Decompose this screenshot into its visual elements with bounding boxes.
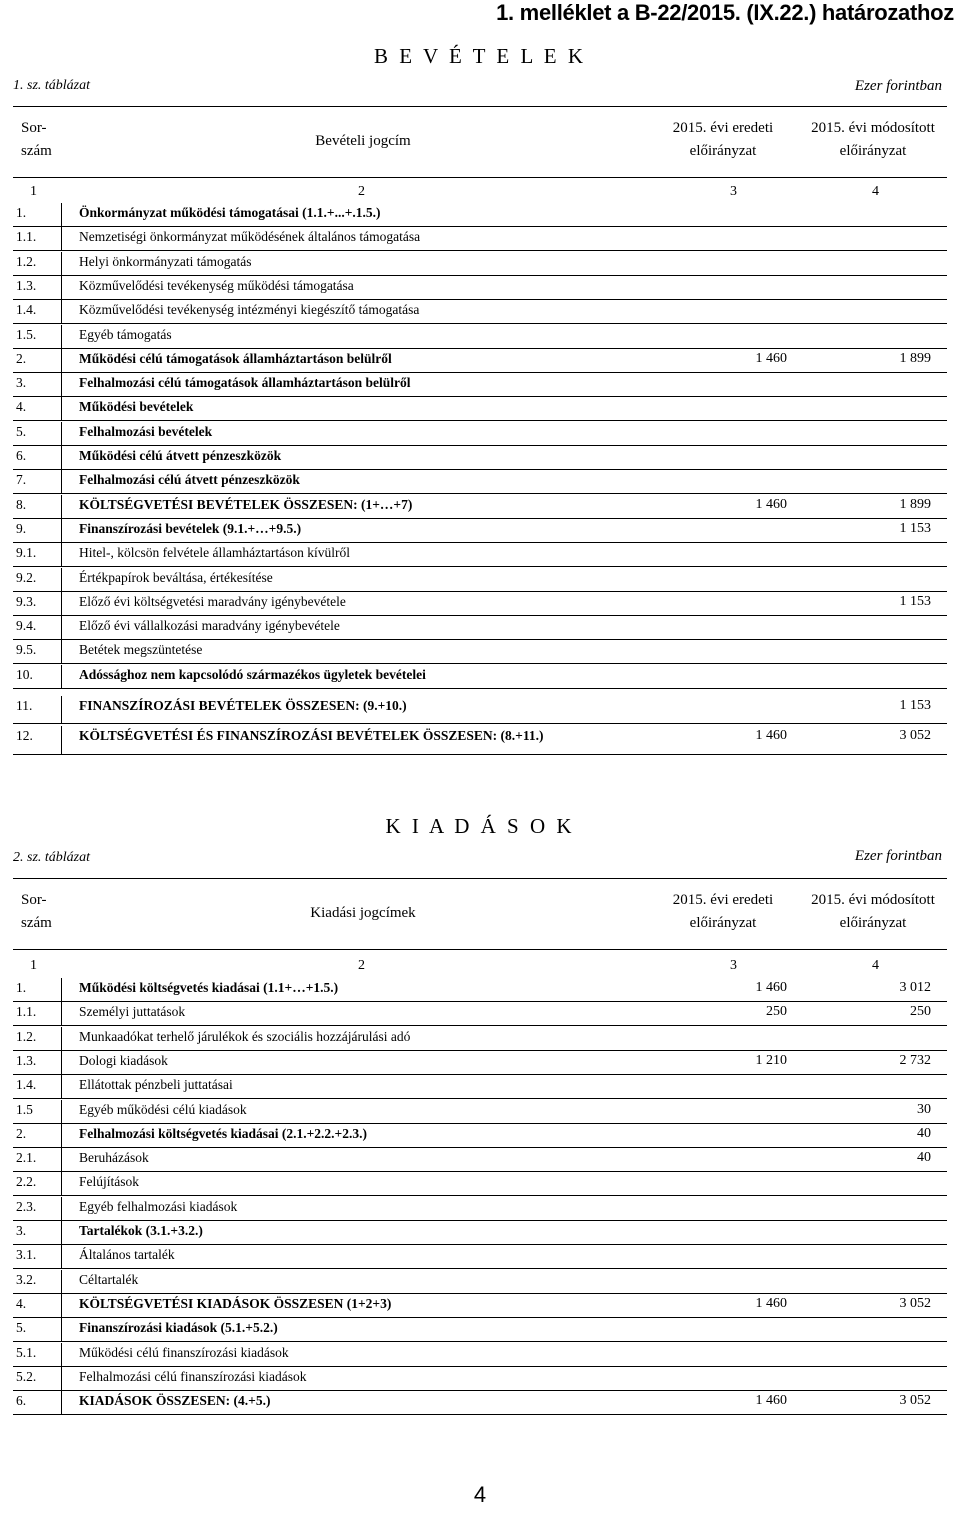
row-divider — [61, 203, 62, 226]
expenditure-row-v4: 250 — [910, 1004, 931, 1019]
revenue-row-code: 9. — [16, 521, 27, 536]
revenue-table-row — [13, 203, 947, 227]
expenditure-row-code: 5.2. — [16, 1369, 37, 1384]
expenditure-table-row — [13, 1075, 947, 1099]
revenue-table-row — [13, 495, 947, 519]
revenue-row-label: Működési célú átvett pénzeszközök — [79, 448, 282, 463]
row-divider — [61, 665, 62, 688]
expenditure-table-label: 2. sz. táblázat — [13, 850, 91, 865]
revenue-row-label: Működési célú támogatások államháztartáson belülről — [79, 351, 392, 366]
expenditure-header-col4-line2: előirányzat — [839, 915, 907, 931]
revenue-row-label: FINANSZÍROZÁSI BEVÉTELEK ÖSSZESEN: (9.+10.) — [79, 698, 407, 713]
expenditure-colnum-1: 1 — [30, 958, 37, 973]
revenue-row-label: Betétek megszüntetése — [79, 642, 203, 657]
revenue-row-code: 6. — [16, 448, 27, 463]
revenue-table-header — [13, 106, 947, 178]
expenditure-row-label: Tartalékok (3.1.+3.2.) — [79, 1223, 203, 1238]
expenditure-row-label: Egyéb működési célú kiadások — [79, 1102, 247, 1117]
revenue-row-label: Közművelődési tevékenység intézményi kiegészítő támogatása — [79, 302, 420, 317]
revenue-table-label: 1. sz. táblázat — [13, 78, 91, 93]
expenditure-row-v3: 1 460 — [755, 1393, 787, 1408]
revenue-row-label: KÖLTSÉGVETÉSI ÉS FINANSZÍROZÁSI BEVÉTELEK ÖSSZESEN: (8.+11.) — [79, 728, 544, 743]
expenditure-table-row — [13, 1002, 947, 1026]
revenue-section-title: B E V É T E L E K — [373, 44, 586, 68]
revenue-row-code: 7. — [16, 472, 27, 487]
revenue-colnum-2: 2 — [358, 184, 365, 199]
expenditure-table-row — [13, 1051, 947, 1075]
revenue-row-label: Felhalmozási bevételek — [79, 424, 213, 439]
expenditure-table-row — [13, 1367, 947, 1391]
annex-title: 1. melléklet a B-22/2015. (IX.22.) határozathoz — [496, 0, 954, 25]
expenditure-header-col1-line1: Sor- — [21, 892, 47, 908]
row-divider — [61, 1002, 62, 1025]
revenue-table-row — [13, 568, 947, 592]
revenue-row-code: 8. — [16, 497, 27, 512]
revenue-row-v4: 1 153 — [899, 698, 931, 713]
expenditure-table-row — [13, 1148, 947, 1172]
revenue-table-row — [13, 696, 947, 724]
revenue-row-label: Működési bevételek — [79, 399, 194, 414]
revenue-row-code: 10. — [16, 667, 33, 682]
expenditure-row-v4: 30 — [917, 1102, 931, 1117]
revenue-row-v4: 1 899 — [899, 351, 931, 366]
expenditure-row-label: Céltartalék — [79, 1272, 139, 1287]
revenue-row-code: 2. — [16, 351, 27, 366]
expenditure-unit-label: Ezer forintban — [854, 848, 942, 864]
expenditure-row-v4: 2 732 — [899, 1053, 931, 1068]
revenue-row-v4: 1 153 — [899, 521, 931, 536]
row-divider — [61, 397, 62, 420]
revenue-table-row — [13, 422, 947, 446]
revenue-row-label: Közművelődési tevékenység működési támogatása — [79, 278, 354, 293]
expenditure-header-col4 — [803, 889, 943, 935]
revenue-row-code: 9.4. — [16, 618, 37, 633]
revenue-row-label: Egyéb támogatás — [79, 327, 172, 342]
row-divider — [61, 1270, 62, 1293]
expenditure-header-col3-line1: 2015. évi eredeti — [672, 892, 774, 908]
revenue-table-row — [13, 592, 947, 616]
expenditure-table-header — [13, 878, 947, 950]
row-divider — [61, 1343, 62, 1366]
expenditure-colnum-2: 2 — [358, 958, 365, 973]
revenue-row-code: 1.5. — [16, 327, 37, 342]
expenditure-table-row — [13, 1270, 947, 1294]
revenue-table-row — [13, 665, 947, 689]
expenditure-row-code: 6. — [16, 1393, 27, 1408]
revenue-header-col1 — [21, 117, 52, 163]
expenditure-row-code: 3.2. — [16, 1272, 37, 1287]
revenue-header-col1-line1: Sor- — [21, 120, 47, 136]
expenditure-row-v3: 1 460 — [755, 980, 787, 995]
row-divider — [61, 470, 62, 493]
revenue-row-code: 12. — [16, 728, 33, 743]
revenue-row-code: 9.2. — [16, 570, 37, 585]
expenditure-row-label: Munkaadókat terhelő járulékok és szociális hozzájárulási adó — [79, 1029, 411, 1044]
revenue-row-label: Helyi önkormányzati támogatás — [79, 254, 252, 269]
expenditure-colnum-3: 3 — [730, 958, 737, 973]
row-divider — [61, 978, 62, 1001]
expenditure-row-label: Finanszírozási kiadások (5.1.+5.2.) — [79, 1320, 278, 1335]
revenue-row-label: Felhalmozási célú átvett pénzeszközök — [79, 472, 300, 487]
expenditure-table-row — [13, 1124, 947, 1148]
row-divider — [61, 1148, 62, 1171]
revenue-header-col4-line2: előirányzat — [839, 143, 907, 159]
revenue-table-row — [13, 616, 947, 640]
expenditure-row-code: 2.3. — [16, 1199, 37, 1214]
row-divider — [61, 252, 62, 275]
expenditure-row-label: Beruházások — [79, 1150, 149, 1165]
expenditure-table-row — [13, 1245, 947, 1269]
expenditure-row-code: 1. — [16, 980, 27, 995]
revenue-table-row — [13, 252, 947, 276]
revenue-row-code: 9.1. — [16, 545, 37, 560]
expenditure-row-v3: 1 460 — [755, 1296, 787, 1311]
expenditure-table-row — [13, 1172, 947, 1196]
expenditure-row-label: Dologi kiadások — [79, 1053, 168, 1068]
expenditure-row-label: Felhalmozási költségvetés kiadásai (2.1.+2.2.+2.3.) — [79, 1126, 367, 1141]
revenue-table-row — [13, 640, 947, 664]
expenditure-table-row — [13, 1197, 947, 1221]
row-divider — [61, 1075, 62, 1098]
revenue-table-row — [13, 373, 947, 397]
expenditure-row-label: Felújítások — [79, 1174, 139, 1189]
row-divider — [61, 568, 62, 591]
expenditure-header-col1-line2: szám — [21, 915, 52, 931]
revenue-table-row — [13, 519, 947, 543]
revenue-table-row — [13, 276, 947, 300]
revenue-table-row — [13, 227, 947, 251]
expenditure-table-row — [13, 1221, 947, 1245]
expenditure-row-v3: 250 — [766, 1004, 787, 1019]
revenue-row-v4: 1 153 — [899, 594, 931, 609]
expenditure-row-label: Ellátottak pénzbeli juttatásai — [79, 1077, 233, 1092]
row-divider — [61, 1245, 62, 1268]
expenditure-table-row — [13, 1027, 947, 1051]
expenditure-row-code: 5.1. — [16, 1345, 37, 1360]
revenue-unit-label: Ezer forintban — [854, 78, 942, 94]
expenditure-header-col3-line2: előirányzat — [689, 915, 757, 931]
revenue-header-col3-line2: előirányzat — [689, 143, 757, 159]
expenditure-header-col1 — [21, 889, 52, 935]
revenue-row-label: KÖLTSÉGVETÉSI BEVÉTELEK ÖSSZESEN: (1+…+7) — [79, 497, 413, 512]
revenue-row-code: 1.3. — [16, 278, 37, 293]
row-divider — [61, 495, 62, 518]
expenditure-header-col2: Kiadási jogcímek — [310, 905, 416, 921]
row-divider — [61, 1367, 62, 1390]
revenue-colnum-4: 4 — [872, 184, 879, 199]
row-divider — [61, 592, 62, 615]
revenue-header-col3-line1: 2015. évi eredeti — [672, 120, 774, 136]
revenue-header-col4 — [803, 117, 943, 163]
revenue-table-row — [13, 300, 947, 324]
page-number: 4 — [473, 1482, 487, 1507]
expenditure-header-col4-line1: 2015. évi módosított — [811, 892, 935, 908]
revenue-row-label: Nemzetiségi önkormányzat működésének általános támogatása — [79, 229, 421, 244]
expenditure-row-code: 5. — [16, 1320, 27, 1335]
expenditure-section-title: K I A D Á S O K — [385, 814, 575, 838]
expenditure-table-row — [13, 1343, 947, 1367]
row-divider — [61, 1051, 62, 1074]
revenue-row-label: Adóssághoz nem kapcsolódó származékos ügyletek bevételei — [79, 667, 426, 682]
expenditure-row-code: 1.5 — [16, 1102, 33, 1117]
revenue-row-code: 3. — [16, 375, 27, 390]
row-divider — [61, 1124, 62, 1147]
expenditure-row-code: 1.1. — [16, 1004, 37, 1019]
expenditure-row-v4: 40 — [917, 1150, 931, 1165]
expenditure-row-code: 3. — [16, 1223, 27, 1238]
expenditure-row-label: Felhalmozási célú finanszírozási kiadások — [79, 1369, 307, 1384]
revenue-row-code: 9.5. — [16, 642, 37, 657]
row-divider — [61, 1391, 62, 1414]
revenue-table-row — [13, 470, 947, 494]
revenue-row-label: Önkormányzat működési támogatásai (1.1.+...+.1.5.) — [79, 205, 381, 220]
expenditure-row-label: Egyéb felhalmozási kiadások — [79, 1199, 238, 1214]
row-divider — [61, 616, 62, 639]
expenditure-table-row — [13, 1391, 947, 1415]
row-divider — [61, 1027, 62, 1050]
row-divider — [61, 1197, 62, 1220]
row-divider — [61, 1318, 62, 1341]
revenue-row-v3: 1 460 — [755, 497, 787, 512]
revenue-row-code: 1.1. — [16, 229, 37, 244]
expenditure-row-label: KÖLTSÉGVETÉSI KIADÁSOK ÖSSZESEN (1+2+3) — [79, 1296, 392, 1311]
expenditure-row-label: Általános tartalék — [79, 1247, 175, 1262]
expenditure-row-code: 2.2. — [16, 1174, 37, 1189]
expenditure-table-row — [13, 1318, 947, 1342]
revenue-header-col2: Bevételi jogcím — [315, 133, 411, 149]
revenue-row-label: Előző évi költségvetési maradvány igénybevétele — [79, 594, 346, 609]
row-divider — [61, 696, 62, 723]
revenue-row-label: Előző évi vállalkozási maradvány igénybevétele — [79, 618, 340, 633]
expenditure-row-code: 1.4. — [16, 1077, 37, 1092]
revenue-row-code: 11. — [16, 698, 33, 713]
row-divider — [61, 640, 62, 663]
revenue-header-col4-line1: 2015. évi módosított — [811, 120, 935, 136]
row-divider — [61, 1172, 62, 1195]
revenue-row-v4: 3 052 — [899, 728, 931, 743]
revenue-row-code: 1.2. — [16, 254, 37, 269]
revenue-colnum-1: 1 — [30, 184, 37, 199]
row-divider — [61, 519, 62, 542]
row-divider — [61, 1294, 62, 1317]
revenue-row-label: Finanszírozási bevételek (9.1.+…+9.5.) — [79, 521, 302, 536]
row-divider — [61, 227, 62, 250]
revenue-row-v4: 1 899 — [899, 497, 931, 512]
expenditure-row-code: 4. — [16, 1296, 27, 1311]
expenditure-table-row — [13, 1294, 947, 1318]
expenditure-row-v4: 3 052 — [899, 1296, 931, 1311]
revenue-row-code: 1.4. — [16, 302, 37, 317]
expenditure-row-code: 2.1. — [16, 1150, 37, 1165]
row-divider — [61, 276, 62, 299]
revenue-row-code: 1. — [16, 205, 27, 220]
expenditure-row-label: KIADÁSOK ÖSSZESEN: (4.+5.) — [79, 1393, 271, 1408]
expenditure-colnum-4: 4 — [872, 958, 879, 973]
revenue-table-row — [13, 397, 947, 421]
revenue-header-col1-line2: szám — [21, 143, 52, 159]
revenue-colnum-3: 3 — [730, 184, 737, 199]
expenditure-row-v4: 3 012 — [899, 980, 931, 995]
row-divider — [61, 543, 62, 566]
row-divider — [61, 300, 62, 323]
row-divider — [61, 726, 62, 754]
expenditure-row-code: 3.1. — [16, 1247, 37, 1262]
expenditure-table-row — [13, 978, 947, 1002]
revenue-row-label: Hitel-, kölcsön felvétele államháztartáson kívülről — [79, 545, 351, 560]
row-divider — [61, 373, 62, 396]
expenditure-row-v4: 3 052 — [899, 1393, 931, 1408]
revenue-row-code: 5. — [16, 424, 27, 439]
expenditure-row-code: 1.2. — [16, 1029, 37, 1044]
expenditure-table-row — [13, 1100, 947, 1124]
revenue-row-label: Felhalmozási célú támogatások államháztartáson belülről — [79, 375, 411, 390]
revenue-table-row — [13, 726, 947, 755]
revenue-table-row — [13, 543, 947, 567]
expenditure-row-code: 1.3. — [16, 1053, 37, 1068]
revenue-row-code: 9.3. — [16, 594, 37, 609]
expenditure-row-label: Működési költségvetés kiadásai (1.1+…+1.5.) — [79, 980, 339, 995]
revenue-row-v3: 1 460 — [755, 351, 787, 366]
revenue-header-col3 — [653, 117, 793, 163]
revenue-table-row — [13, 325, 947, 349]
row-divider — [61, 1221, 62, 1244]
expenditure-row-label: Működési célú finanszírozási kiadások — [79, 1345, 289, 1360]
expenditure-row-v3: 1 210 — [755, 1053, 787, 1068]
row-divider — [61, 1100, 62, 1123]
row-divider — [61, 325, 62, 348]
row-divider — [61, 349, 62, 372]
revenue-table-row — [13, 349, 947, 373]
row-divider — [61, 422, 62, 445]
revenue-row-v3: 1 460 — [755, 728, 787, 743]
expenditure-row-code: 2. — [16, 1126, 27, 1141]
revenue-row-label: Értékpapírok beváltása, értékesítése — [79, 570, 273, 585]
revenue-row-code: 4. — [16, 399, 27, 414]
row-divider — [61, 446, 62, 469]
expenditure-row-label: Személyi juttatások — [79, 1004, 186, 1019]
revenue-table-row — [13, 446, 947, 470]
expenditure-row-v4: 40 — [917, 1126, 931, 1141]
expenditure-header-col3 — [653, 889, 793, 935]
